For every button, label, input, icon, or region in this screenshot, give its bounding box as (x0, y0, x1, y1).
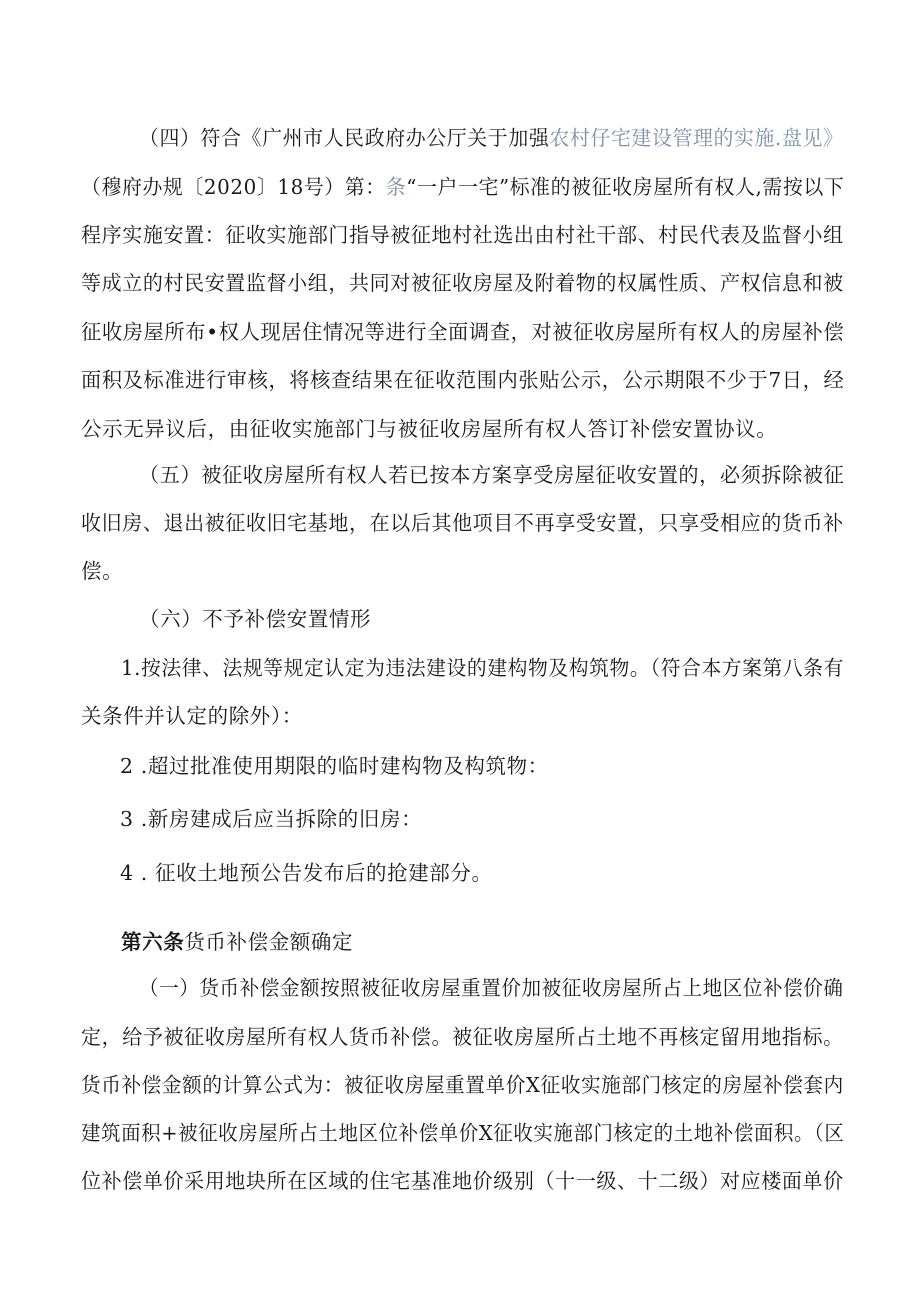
article-six-line-2: 定，给予被征收房屋所有权人货币补偿。被征收房屋所占土地不再核定留用地指标。 (81, 1025, 844, 1049)
section-four-line-2-text-a: （穆府办规〔2020〕18号）第： (81, 175, 386, 199)
section-four-line-1-text: （四）符合《广州市人民政府办公厅关于加强 (139, 126, 550, 150)
section-four-line-7: 公示无异议后，由征收实施部门与被征收房屋所有权人答订补偿安置协议。 (81, 417, 778, 441)
section-four-line-1-faint-text: 农村仔宅建设管理的实施.盘见》 (549, 126, 844, 150)
article-six-line-4: 建筑面积+被征收房屋所占土地区位补偿单价X征收实施部门核定的土地补偿面积。（区 (81, 1121, 845, 1145)
section-six-item-3: 3 .新房建成后应当拆除的旧房： (120, 807, 423, 831)
section-four-line-5: 征收房屋所布•权人现居住情况等进行全面调查，对被征收房屋所有权人的房屋补偿 (81, 320, 845, 344)
section-five-line-1: （五）被征收房屋所有权人若已按本方案享受房屋征收安置的，必须拆除被征 (139, 463, 845, 487)
section-four-line-2 (81, 173, 844, 201)
section-four-line-2-faint-text: 条 (385, 175, 407, 199)
article-six-line-5: 位补偿单价采用地块所在区域的住宅基准地价级别（十一级、十二级）对应楼面单价 (81, 1169, 844, 1193)
section-four-line-3: 程序实施安置：征收实施部门指导被征地村社选出由村社干部、村民代表及监督小组 (81, 223, 844, 247)
section-four-line-2-text-c: “一户一宅”标准的被征收房屋所有权人,需按以下 (406, 175, 845, 199)
section-six-item-4: 4 . 征收土地预公告发布后的抢建部分。 (120, 861, 493, 885)
section-six-item-2: 2 .超过批准使用期限的临时建构物及构筑物： (120, 754, 549, 778)
section-four-line-6: 面积及标准进行审核，将核查结果在征收范围内张贴公示，公示期限不少于7日，经 (81, 368, 845, 392)
section-five-line-2: 收旧房、退出被征收旧宅基地，在以后其他项目不再享受安置，只享受相应的货币补 (81, 511, 844, 535)
section-four-line-4: 等成立的村民安置监督小组，共同对被征收房屋及附着物的权属性质、产权信息和被 (81, 271, 844, 295)
section-five-line-3: 偿。 (81, 559, 124, 583)
section-six-heading: （六）不予补偿安置情形 (139, 607, 372, 631)
section-six-item-1-line-1: 1.按法律、法规等规定认定为违法建设的建构物及构筑物。（符合本方案第八条有 (121, 656, 845, 680)
article-six-line-3: 货币补偿金额的计算公式为：被征收房屋重置单价X征收实施部门核定的房屋补偿套内 (81, 1073, 844, 1097)
section-four-line-1 (139, 124, 844, 152)
article-six-title (121, 928, 353, 956)
article-six-title-rest: 货币补偿金额确定 (184, 930, 354, 954)
section-six-item-1-line-2: 关条件并认定的除外）： (81, 704, 303, 728)
article-six-title-bold: 第六条 (121, 930, 185, 954)
article-six-line-1: （一）货币补偿金额按照被征收房屋重置价加被征收房屋所占上地区位补偿价确 (139, 976, 844, 1000)
